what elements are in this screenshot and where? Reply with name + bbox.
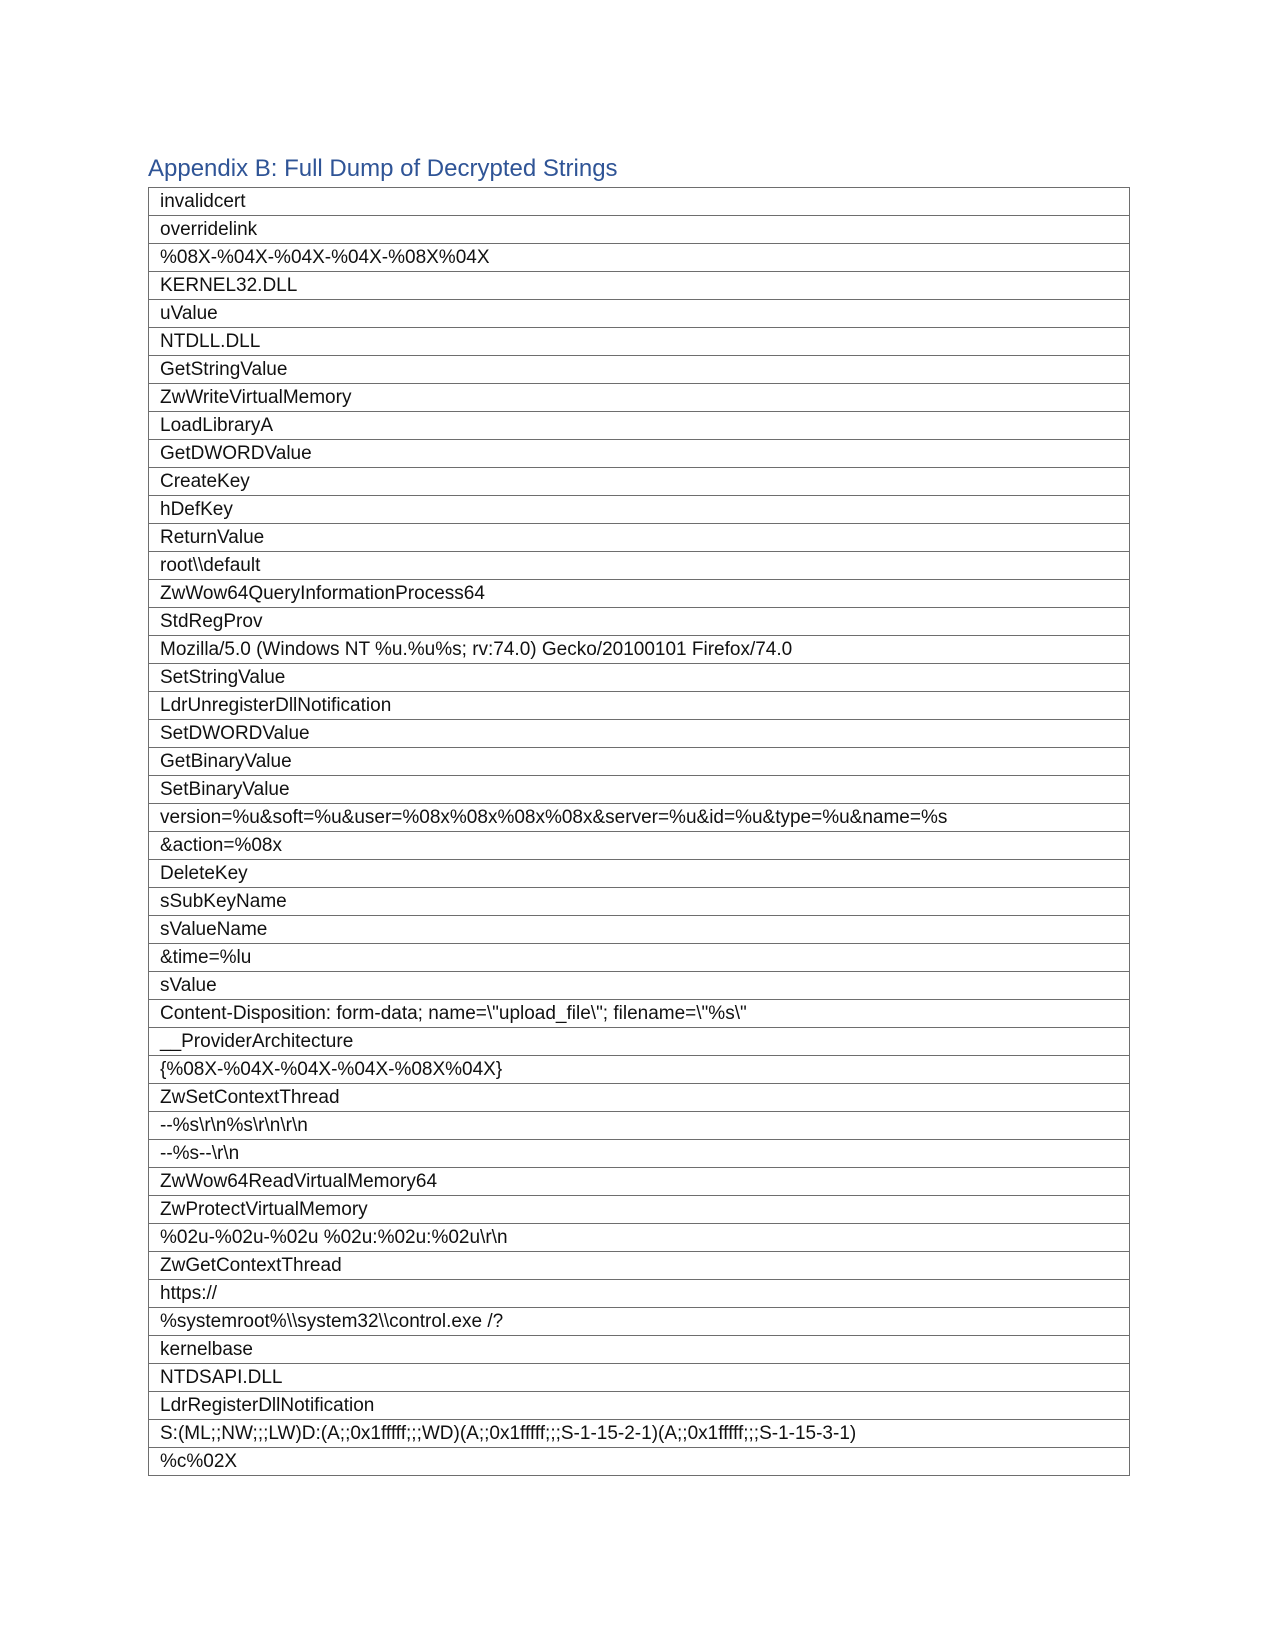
table-row <box>149 1420 1130 1448</box>
decrypted-string-cell: hDefKey <box>149 496 1130 524</box>
decrypted-string-cell: sValueName <box>149 916 1130 944</box>
decrypted-string-cell: ZwWow64QueryInformationProcess64 <box>149 580 1130 608</box>
table-row <box>149 1168 1130 1196</box>
decrypted-string-cell: ZwWriteVirtualMemory <box>149 384 1130 412</box>
decrypted-string-cell: Mozilla/5.0 (Windows NT %u.%u%s; rv:74.0) Gecko/20100101 Firefox/74.0 <box>149 636 1130 664</box>
table-row <box>149 1140 1130 1168</box>
decrypted-string-cell: DeleteKey <box>149 860 1130 888</box>
table-row <box>149 1112 1130 1140</box>
decrypted-string-cell: invalidcert <box>149 188 1130 216</box>
table-row <box>149 692 1130 720</box>
table-row <box>149 244 1130 272</box>
table-row <box>149 188 1130 216</box>
decrypted-string-cell: --%s--\r\n <box>149 1140 1130 1168</box>
table-row <box>149 804 1130 832</box>
table-row <box>149 524 1130 552</box>
table-row <box>149 1308 1130 1336</box>
decrypted-string-cell: GetBinaryValue <box>149 748 1130 776</box>
decrypted-string-cell: KERNEL32.DLL <box>149 272 1130 300</box>
decrypted-string-cell: ReturnValue <box>149 524 1130 552</box>
table-row <box>149 608 1130 636</box>
table-row <box>149 664 1130 692</box>
decrypted-string-cell: version=%u&soft=%u&user=%08x%08x%08x%08x&server=%u&id=%u&type=%u&name=%s <box>149 804 1130 832</box>
table-row <box>149 468 1130 496</box>
decrypted-string-cell: CreateKey <box>149 468 1130 496</box>
decrypted-string-cell: SetDWORDValue <box>149 720 1130 748</box>
page-title: Appendix B: Full Dump of Decrypted Strings <box>148 155 618 182</box>
decrypted-string-cell: GetStringValue <box>149 356 1130 384</box>
table-row <box>149 412 1130 440</box>
decrypted-string-cell: S:(ML;;NW;;;LW)D:(A;;0x1fffff;;;WD)(A;;0x1fffff;;;S-1-15-2-1)(A;;0x1fffff;;;S-1-15-3-1) <box>149 1420 1130 1448</box>
table-row <box>149 1280 1130 1308</box>
decrypted-string-cell: ZwProtectVirtualMemory <box>149 1196 1130 1224</box>
decrypted-string-cell: LdrUnregisterDllNotification <box>149 692 1130 720</box>
table-row <box>149 216 1130 244</box>
decrypted-string-cell: {%08X-%04X-%04X-%04X-%08X%04X} <box>149 1056 1130 1084</box>
table-row <box>149 300 1130 328</box>
decrypted-string-cell: %systemroot%\\system32\\control.exe /? <box>149 1308 1130 1336</box>
decrypted-string-cell: sValue <box>149 972 1130 1000</box>
decrypted-string-cell: NTDSAPI.DLL <box>149 1364 1130 1392</box>
decrypted-string-cell: GetDWORDValue <box>149 440 1130 468</box>
table-row <box>149 1028 1130 1056</box>
table-row <box>149 580 1130 608</box>
table-row <box>149 944 1130 972</box>
decrypted-string-cell: LoadLibraryA <box>149 412 1130 440</box>
decrypted-string-cell: SetStringValue <box>149 664 1130 692</box>
table-row <box>149 1196 1130 1224</box>
table-row <box>149 1448 1130 1476</box>
table-row <box>149 384 1130 412</box>
table-row <box>149 888 1130 916</box>
decrypted-string-cell: LdrRegisterDllNotification <box>149 1392 1130 1420</box>
decrypted-string-cell: root\\default <box>149 552 1130 580</box>
decrypted-strings-table <box>148 187 1130 1476</box>
table-row <box>149 1224 1130 1252</box>
decrypted-string-cell: ZwGetContextThread <box>149 1252 1130 1280</box>
table-row <box>149 328 1130 356</box>
decrypted-string-cell: StdRegProv <box>149 608 1130 636</box>
table-row <box>149 1000 1130 1028</box>
table-row <box>149 1392 1130 1420</box>
decrypted-string-cell: uValue <box>149 300 1130 328</box>
table-row <box>149 776 1130 804</box>
decrypted-string-cell: --%s\r\n%s\r\n\r\n <box>149 1112 1130 1140</box>
table-row <box>149 748 1130 776</box>
table-row <box>149 636 1130 664</box>
table-row <box>149 1336 1130 1364</box>
decrypted-string-cell: overridelink <box>149 216 1130 244</box>
table-row <box>149 916 1130 944</box>
table-row <box>149 1364 1130 1392</box>
table-row <box>149 1084 1130 1112</box>
decrypted-string-cell: NTDLL.DLL <box>149 328 1130 356</box>
table-row <box>149 496 1130 524</box>
table-row <box>149 356 1130 384</box>
decrypted-strings-table-body <box>149 188 1130 1476</box>
table-row <box>149 1252 1130 1280</box>
table-row <box>149 972 1130 1000</box>
decrypted-string-cell: %08X-%04X-%04X-%04X-%08X%04X <box>149 244 1130 272</box>
table-row <box>149 720 1130 748</box>
table-row <box>149 1056 1130 1084</box>
decrypted-string-cell: kernelbase <box>149 1336 1130 1364</box>
table-row <box>149 272 1130 300</box>
decrypted-string-cell: %c%02X <box>149 1448 1130 1476</box>
decrypted-string-cell: ZwSetContextThread <box>149 1084 1130 1112</box>
decrypted-string-cell: %02u-%02u-%02u %02u:%02u:%02u\r\n <box>149 1224 1130 1252</box>
decrypted-string-cell: https:// <box>149 1280 1130 1308</box>
table-row <box>149 440 1130 468</box>
decrypted-string-cell: SetBinaryValue <box>149 776 1130 804</box>
decrypted-string-cell: Content-Disposition: form-data; name=\"upload_file\"; filename=\"%s\" <box>149 1000 1130 1028</box>
table-row <box>149 832 1130 860</box>
decrypted-string-cell: sSubKeyName <box>149 888 1130 916</box>
decrypted-string-cell: ZwWow64ReadVirtualMemory64 <box>149 1168 1130 1196</box>
decrypted-string-cell: __ProviderArchitecture <box>149 1028 1130 1056</box>
decrypted-string-cell: &action=%08x <box>149 832 1130 860</box>
table-row <box>149 860 1130 888</box>
decrypted-string-cell: &time=%lu <box>149 944 1130 972</box>
table-row <box>149 552 1130 580</box>
